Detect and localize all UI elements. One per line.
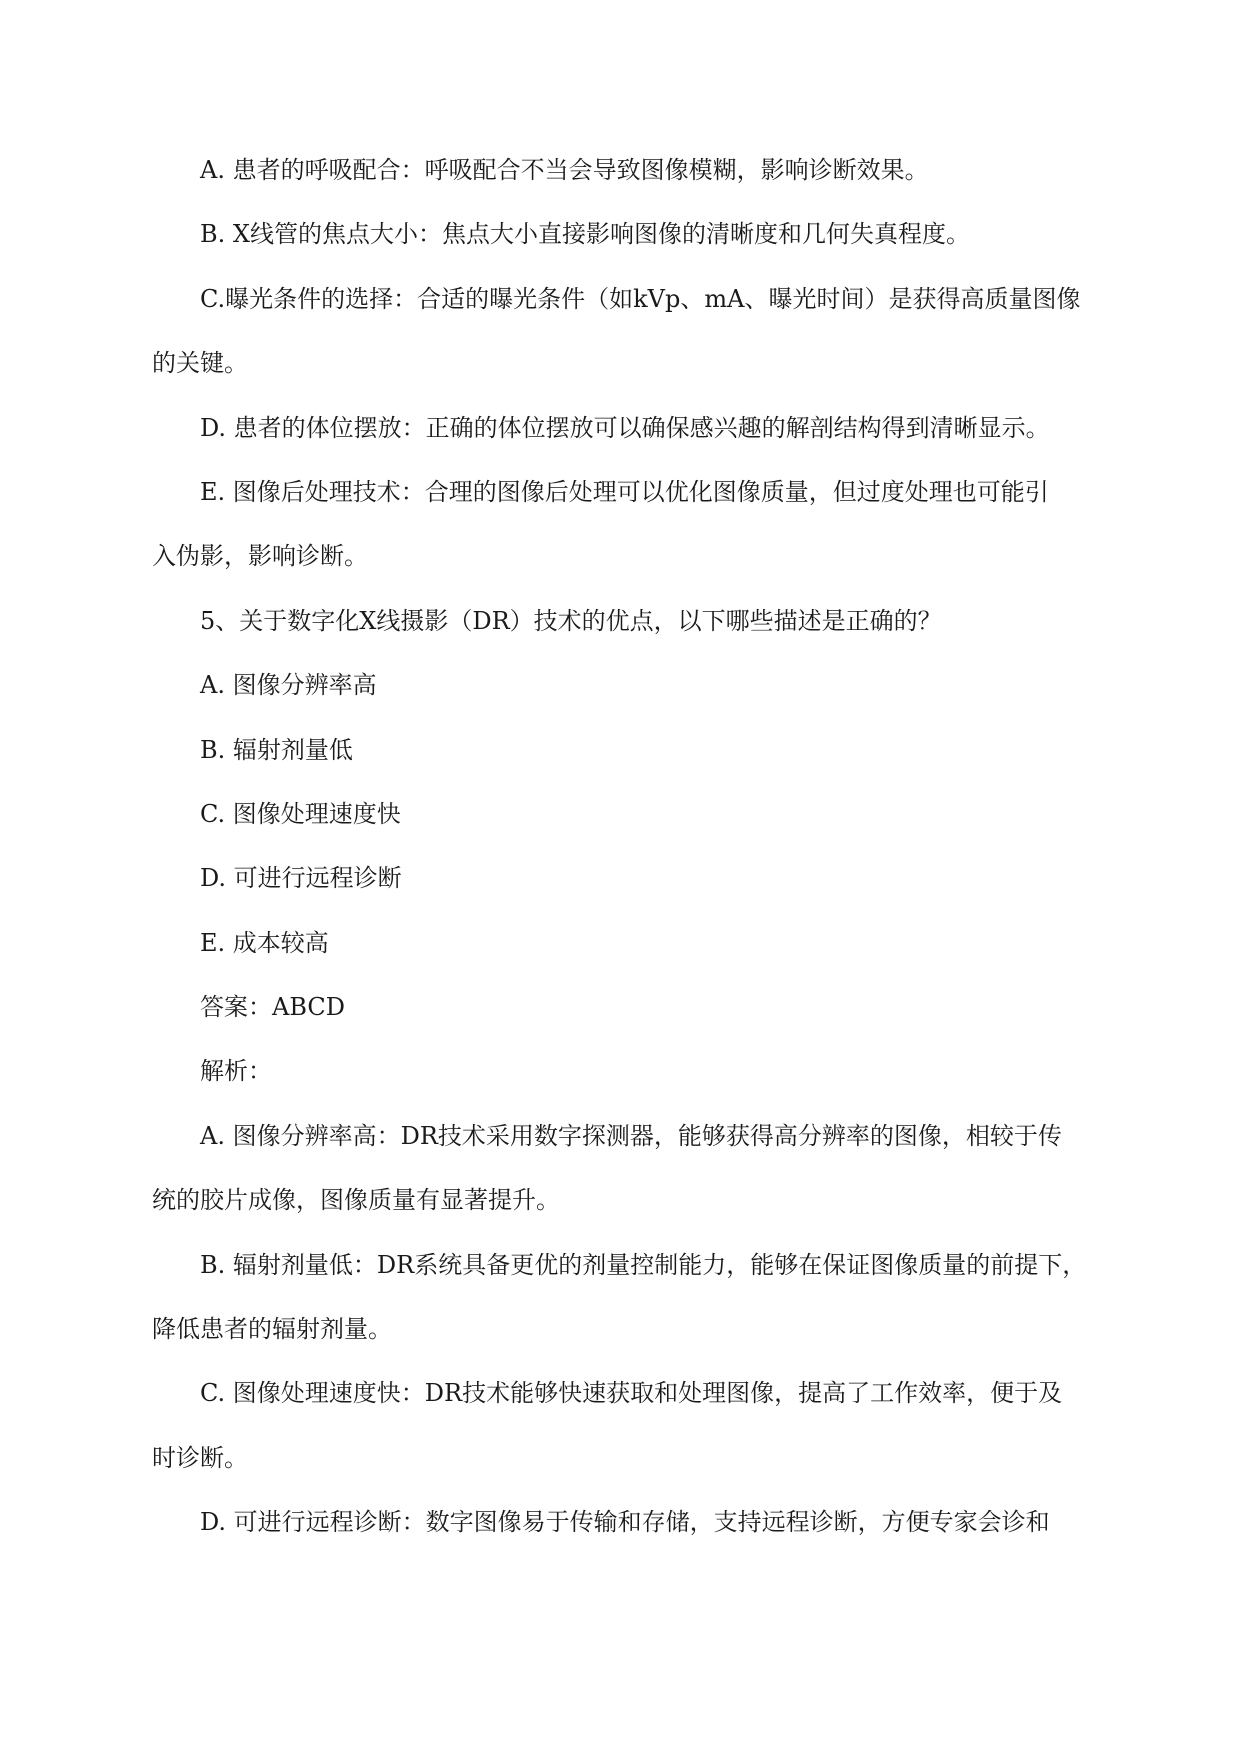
question-line: 5、关于数字化X线摄影（DR）技术的优点，以下哪些描述是正确的？ (200, 606, 942, 635)
text-line: A. 图像分辨率高：DR技术采用数字探测器，能够获得高分辨率的图像，相较于传 (200, 1121, 1062, 1150)
option-line: C. 图像处理速度快 (200, 799, 401, 828)
text-line: 的关键。 (152, 349, 248, 378)
text-line: E. 图像后处理技术：合理的图像后处理可以优化图像质量，但过度处理也可能引 (200, 477, 1049, 506)
option-line: D. 可进行远程诊断 (200, 864, 402, 893)
text-line: B. X线管的焦点大小：焦点大小直接影响图像的清晰度和几何失真程度。 (200, 220, 970, 249)
text-line: C. 图像处理速度快：DR技术能够快速获取和处理图像，提高了工作效率，便于及 (200, 1379, 1063, 1408)
text-line: 统的胶片成像，图像质量有显著提升。 (152, 1186, 560, 1215)
text-line: 入伪影，影响诊断。 (152, 542, 368, 571)
text-line: 降低患者的辐射剂量。 (152, 1315, 392, 1344)
option-line: B. 辐射剂量低 (200, 735, 353, 764)
text-line: B. 辐射剂量低：DR系统具备更优的剂量控制能力，能够在保证图像质量的前提下， (200, 1250, 1087, 1279)
text-line: A. 患者的呼吸配合：呼吸配合不当会导致图像模糊，影响诊断效果。 (200, 156, 929, 184)
option-line: E. 成本较高 (200, 928, 329, 957)
analysis-heading: 解析： (200, 1057, 272, 1086)
answer-line: 答案：ABCD (200, 993, 346, 1022)
text-line: D. 患者的体位摆放：正确的体位摆放可以确保感兴趣的解剖结构得到清晰显示。 (200, 413, 1050, 442)
option-line: A. 图像分辨率高 (200, 671, 377, 700)
text-line: 时诊断。 (152, 1443, 248, 1472)
text-line: C.曝光条件的选择：合适的曝光条件（如kVp、mA、曝光时间）是获得高质量图像 (200, 284, 1081, 313)
document-body (152, 138, 1092, 1555)
text-line: D. 可进行远程诊断：数字图像易于传输和存储，支持远程诊断，方便专家会诊和 (200, 1508, 1050, 1537)
